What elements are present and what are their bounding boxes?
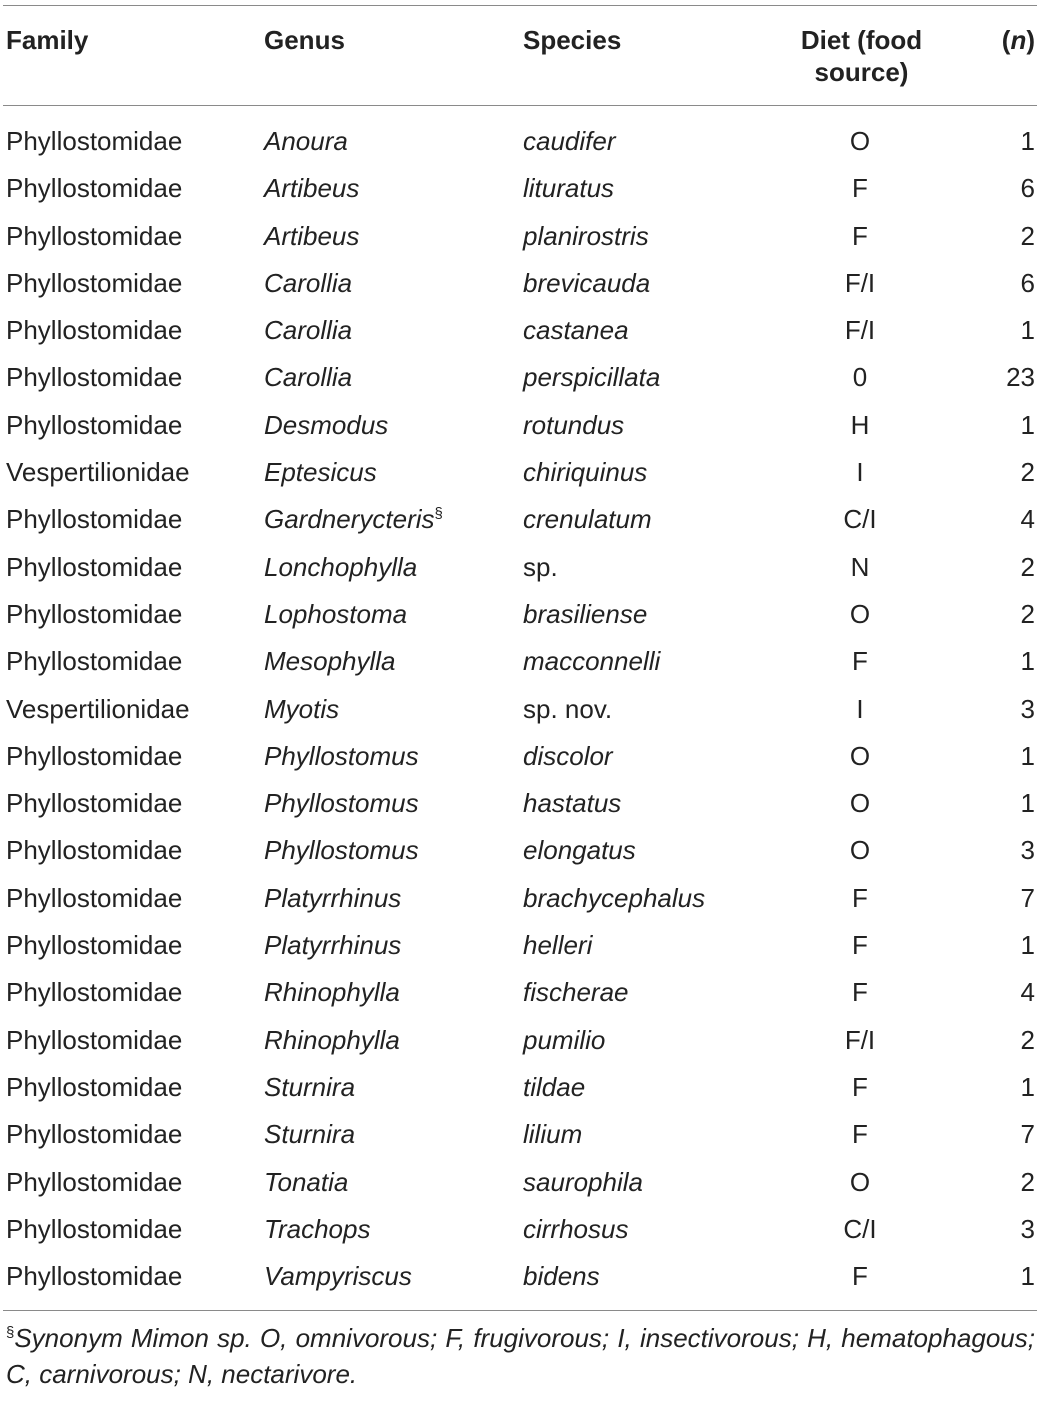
cell-genus: [261, 780, 520, 827]
cell-genus: [261, 307, 520, 354]
cell-species: brasiliense: [523, 598, 648, 629]
genus-name: Rhinophylla: [264, 1024, 400, 1055]
cell-family: Phyllostomidae: [6, 1024, 183, 1055]
footnote-text: Synonym Mimon sp. O, omnivorous; F, frugivorous; I, insectivorous; H, hematophagous; C, carnivorous; N, nectarivore.: [6, 1323, 1035, 1390]
header-diet-line1: Diet (food: [800, 25, 923, 55]
cell-genus: [261, 969, 520, 1016]
table-row: [3, 449, 1037, 496]
cell-n: 1: [1020, 1071, 1035, 1102]
cell-family: Phyllostomidae: [6, 1119, 183, 1150]
cell-n: 3: [1020, 693, 1035, 724]
cell-diet: F: [852, 1119, 868, 1150]
cell-n: 6: [1020, 267, 1035, 298]
cell-species: saurophila: [523, 1166, 643, 1197]
table-container: [3, 5, 1037, 1392]
table-row: [3, 922, 1037, 969]
cell-genus: [261, 165, 520, 212]
cell-species: macconnelli: [523, 646, 661, 677]
table-row: [3, 402, 1037, 449]
cell-n: 2: [1020, 1024, 1035, 1055]
genus-name: Phyllostomus: [264, 740, 419, 771]
genus-name: Carollia: [264, 315, 353, 346]
cell-family: Phyllostomidae: [6, 126, 183, 156]
cell-diet: O: [849, 788, 871, 819]
cell-diet: C/I: [843, 504, 877, 535]
cell-n: 1: [1020, 126, 1035, 156]
table-row: [3, 1111, 1037, 1158]
genus-name: Lophostoma: [264, 598, 408, 629]
table-row: [3, 544, 1037, 591]
cell-species: elongatus: [523, 835, 636, 866]
table-row: [3, 1253, 1037, 1310]
table-row: [3, 1159, 1037, 1206]
cell-diet: I: [856, 457, 864, 488]
table-row: [3, 213, 1037, 260]
cell-species: fischerae: [523, 977, 629, 1008]
cell-diet: O: [849, 598, 871, 629]
cell-family: Phyllostomidae: [6, 646, 183, 677]
cell-species: pumilio: [523, 1024, 606, 1055]
cell-family: Phyllostomidae: [6, 1261, 183, 1292]
genus-name: Sturnira: [264, 1071, 356, 1102]
cell-genus: [261, 1017, 520, 1064]
cell-family: Phyllostomidae: [6, 740, 183, 771]
cell-diet: F/I: [844, 267, 876, 298]
header-diet-line2: source): [814, 57, 909, 87]
cell-species: hastatus: [523, 788, 622, 819]
cell-family: Phyllostomidae: [6, 362, 183, 393]
table-row: [3, 260, 1037, 307]
cell-species: rotundus: [523, 409, 625, 440]
cell-diet: F/I: [844, 1024, 876, 1055]
cell-family: Phyllostomidae: [6, 504, 183, 535]
genus-name: Mesophylla: [264, 646, 396, 677]
table-row: [3, 1206, 1037, 1253]
cell-family: Phyllostomidae: [6, 1166, 183, 1197]
cell-n: 1: [1020, 315, 1035, 346]
cell-n: 1: [1020, 1261, 1035, 1292]
cell-genus: [261, 213, 520, 260]
cell-diet: 0: [852, 362, 868, 393]
cell-n: 1: [1020, 788, 1035, 819]
cell-diet: F: [852, 220, 868, 251]
cell-species: sp. nov.: [523, 693, 613, 724]
cell-n: 2: [1020, 220, 1035, 251]
genus-name: Trachops: [264, 1213, 371, 1244]
table-header: [3, 6, 1037, 106]
genus-name: Tonatia: [264, 1166, 349, 1197]
cell-genus: [261, 354, 520, 401]
cell-family: Phyllostomidae: [6, 882, 183, 913]
cell-genus: [261, 827, 520, 874]
cell-n: 23: [1006, 362, 1035, 393]
cell-diet: F: [852, 1261, 868, 1292]
cell-species: lituratus: [523, 173, 615, 204]
header-diet: [750, 6, 970, 106]
cell-family: Phyllostomidae: [6, 598, 183, 629]
genus-name: Platyrrhinus: [264, 930, 402, 961]
cell-diet: I: [856, 693, 864, 724]
cell-diet: O: [849, 835, 871, 866]
cell-n: 1: [1020, 646, 1035, 677]
cell-diet: C/I: [843, 1213, 877, 1244]
header-genus: Genus: [264, 25, 345, 55]
cell-genus: [261, 1064, 520, 1111]
cell-n: 2: [1020, 551, 1035, 582]
cell-family: Phyllostomidae: [6, 409, 183, 440]
cell-n: 4: [1020, 977, 1035, 1008]
cell-diet: F: [852, 930, 868, 961]
genus-name: Lonchophylla: [264, 551, 418, 582]
cell-n: 2: [1020, 457, 1035, 488]
cell-family: Phyllostomidae: [6, 551, 183, 582]
cell-genus: [261, 1111, 520, 1158]
cell-species: brevicauda: [523, 267, 651, 298]
table-row: [3, 638, 1037, 685]
cell-n: 2: [1020, 598, 1035, 629]
cell-genus: [261, 875, 520, 922]
cell-species: castanea: [523, 315, 629, 346]
cell-species: chiriquinus: [523, 457, 648, 488]
cell-genus: [261, 733, 520, 780]
table-row: [3, 354, 1037, 401]
cell-n: 1: [1020, 409, 1035, 440]
cell-diet: H: [850, 409, 870, 440]
header-row: [3, 6, 1037, 106]
cell-family: Phyllostomidae: [6, 788, 183, 819]
genus-name: Platyrrhinus: [264, 882, 402, 913]
cell-species: perspicillata: [523, 362, 661, 393]
genus-name: Phyllostomus: [264, 788, 419, 819]
cell-n: 7: [1020, 882, 1035, 913]
cell-family: Phyllostomidae: [6, 1213, 183, 1244]
cell-species: lilium: [523, 1119, 583, 1150]
cell-species: tildae: [523, 1071, 586, 1102]
cell-family: Phyllostomidae: [6, 267, 183, 298]
cell-genus: [261, 496, 520, 543]
table-row: [3, 106, 1037, 166]
table-row: [3, 875, 1037, 922]
cell-family: Phyllostomidae: [6, 1071, 183, 1102]
cell-family: Phyllostomidae: [6, 220, 183, 251]
genus-name: Sturnira: [264, 1119, 356, 1150]
table-row: [3, 969, 1037, 1016]
genus-name: Artibeus: [264, 173, 360, 204]
footnote-mark: §: [6, 1324, 15, 1342]
cell-diet: F/I: [844, 315, 876, 346]
cell-genus: [261, 686, 520, 733]
genus-name: Phyllostomus: [264, 835, 419, 866]
cell-species: cirrhosus: [523, 1213, 629, 1244]
table-body: [3, 106, 1037, 1311]
cell-diet: F: [852, 977, 868, 1008]
table-row: [3, 165, 1037, 212]
cell-n: 2: [1020, 1166, 1035, 1197]
genus-name: Vampyriscus: [264, 1261, 412, 1292]
header-n: (n): [1001, 25, 1035, 55]
genus-name: Desmodus: [264, 409, 389, 440]
cell-family: Phyllostomidae: [6, 930, 183, 961]
cell-genus: [261, 449, 520, 496]
header-n-italic: n: [1010, 25, 1027, 55]
genus-name: Carollia: [264, 362, 353, 393]
cell-n: 3: [1020, 1213, 1035, 1244]
cell-n: 3: [1020, 835, 1035, 866]
table-row: [3, 496, 1037, 543]
header-family: Family: [6, 25, 89, 55]
genus-name: Artibeus: [264, 220, 360, 251]
cell-genus: [261, 638, 520, 685]
cell-species: bidens: [523, 1261, 600, 1292]
genus-name: Eptesicus: [264, 457, 377, 488]
table-row: [3, 686, 1037, 733]
cell-species: planirostris: [523, 220, 649, 251]
cell-diet: F: [852, 1071, 868, 1102]
cell-species: discolor: [523, 740, 613, 771]
footnote: [3, 1311, 1037, 1392]
genus-name: Gardnerycteris: [264, 504, 435, 535]
cell-diet: F: [852, 173, 868, 204]
table-row: [3, 827, 1037, 874]
genus-name: Carollia: [264, 267, 353, 298]
cell-n: 6: [1020, 173, 1035, 204]
cell-species: caudifer: [523, 126, 616, 156]
cell-genus: [261, 544, 520, 591]
table-row: [3, 1017, 1037, 1064]
table-row: [3, 591, 1037, 638]
genus-footnote-mark: §: [434, 505, 443, 523]
cell-n: 1: [1020, 740, 1035, 771]
table-row: [3, 780, 1037, 827]
cell-family: Phyllostomidae: [6, 173, 183, 204]
cell-genus: [261, 922, 520, 969]
cell-diet: F: [852, 646, 868, 677]
genus-name: Myotis: [264, 693, 340, 724]
cell-n: 1: [1020, 930, 1035, 961]
cell-family: Vespertilionidae: [6, 457, 190, 488]
cell-genus: [261, 402, 520, 449]
cell-family: Phyllostomidae: [6, 315, 183, 346]
cell-diet: O: [849, 1166, 871, 1197]
cell-family: Vespertilionidae: [6, 693, 190, 724]
cell-genus: [261, 1253, 520, 1310]
table-row: [3, 733, 1037, 780]
cell-genus: [261, 1206, 520, 1253]
cell-species: sp.: [523, 551, 558, 582]
cell-diet: F: [852, 882, 868, 913]
cell-n: 4: [1020, 504, 1035, 535]
table-row: [3, 1064, 1037, 1111]
cell-genus: [261, 1159, 520, 1206]
cell-family: Phyllostomidae: [6, 835, 183, 866]
cell-species: helleri: [523, 930, 593, 961]
genus-name: Rhinophylla: [264, 977, 400, 1008]
cell-diet: O: [849, 126, 871, 156]
cell-family: Phyllostomidae: [6, 977, 183, 1008]
header-species: Species: [523, 25, 622, 55]
cell-genus: [261, 106, 520, 166]
cell-genus: [261, 260, 520, 307]
cell-species: crenulatum: [523, 504, 652, 535]
cell-diet: N: [850, 551, 870, 582]
species-table: [3, 6, 1037, 1310]
cell-genus: [261, 591, 520, 638]
cell-species: brachycephalus: [523, 882, 706, 913]
cell-diet: O: [849, 740, 871, 771]
genus-name: Anoura: [264, 126, 348, 156]
cell-n: 7: [1020, 1119, 1035, 1150]
table-row: [3, 307, 1037, 354]
